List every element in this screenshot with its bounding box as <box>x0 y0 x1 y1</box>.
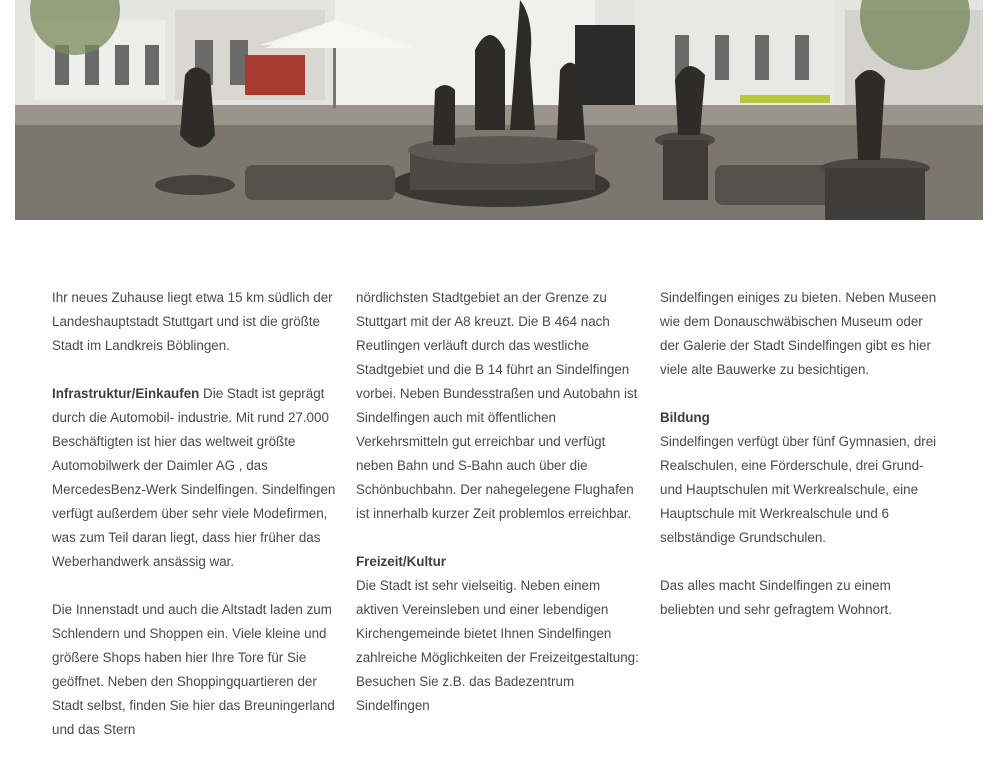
infrastructure-paragraph <box>52 382 337 574</box>
text-column-3 <box>660 286 945 646</box>
education-heading: Bildung <box>660 410 710 425</box>
text-column-2 <box>356 286 641 742</box>
education-paragraph: Sindelfingen verfügt über fünf Gymnasien, drei Realschulen, eine Förderschule, drei Grund- und Hauptschulen mit Werkrealschule, eine Hauptschule mit Werkrealschule und 6 selbständige Grundschulen. <box>660 434 937 545</box>
traffic-paragraph: nördlichsten Stadtgebiet an der Grenze zu Stuttgart mit der A8 kreuzt. Die B 464 nach Reutlingen verläuft durch das westliche Stadtgebiet und die B 14 führt an Sindelfingen vorbei. Neben Bundesstraßen und Autobahn ist Sindelfingen auch mit öffentlichen Verkehrsmitteln gut erreichbar und verfügt neben Bahn und S-Bahn auch über die Schönbuchbahn. Der nahegelegene Flughafen ist innerhalb kurzer Zeit problemlos erreichbar. <box>356 290 638 521</box>
intro-paragraph: Ihr neues Zuhause liegt etwa 15 km südlich der Landeshauptstadt Stuttgart und ist die größte Stadt im Landkreis Böblingen. <box>52 290 333 353</box>
leisure-paragraph: Die Stadt ist sehr vielseitig. Neben einem aktiven Vereinsleben und einer lebendigen Kirchengemeinde bietet Ihnen Sindelfingen zahlreiche Möglichkeiten der Freizeitgestaltung: Besuchen Sie z.B. das Badezentrum Sindelfingen <box>356 578 639 713</box>
infrastructure-heading: Infrastruktur/Einkaufen <box>52 386 200 401</box>
fountain-photo-illustration <box>15 0 983 220</box>
culture-paragraph: Sindelfingen einiges zu bieten. Neben Museen wie dem Donauschwäbischen Museum oder der Galerie der Stadt Sindelfingen gibt es hier viele alte Bauwerke zu besichtigen. <box>660 290 937 377</box>
text-column-1 <box>52 286 337 766</box>
header-photo-fountain-square <box>15 0 983 220</box>
shopping-paragraph: Die Innenstadt und auch die Altstadt laden zum Schlendern und Shoppen ein. Viele kleine und größere Shops haben hier Ihre Tore für Sie geöffnet. Neben den Shoppingquartieren der Stadt selbst, finden Sie hier das Breuningerland und das Stern <box>52 602 335 737</box>
closing-paragraph: Das alles macht Sindelfingen zu einem beliebten und sehr gefragtem Wohnort. <box>660 578 893 617</box>
leisure-heading: Freizeit/Kultur <box>356 554 447 569</box>
infrastructure-text: Die Stadt ist geprägt durch die Automobil- industrie. Mit rund 27.000 Beschäftigten ist hier das weltweit größte Automobilwerk der Daimler AG , das MercedesBenz-Werk Sindelfingen. Sindelfingen verfügt außerdem über sehr viele Modefirmen, was zum Teil daran liegt, dass hier früher das Weberhandwerk ansässig war. <box>52 386 336 569</box>
